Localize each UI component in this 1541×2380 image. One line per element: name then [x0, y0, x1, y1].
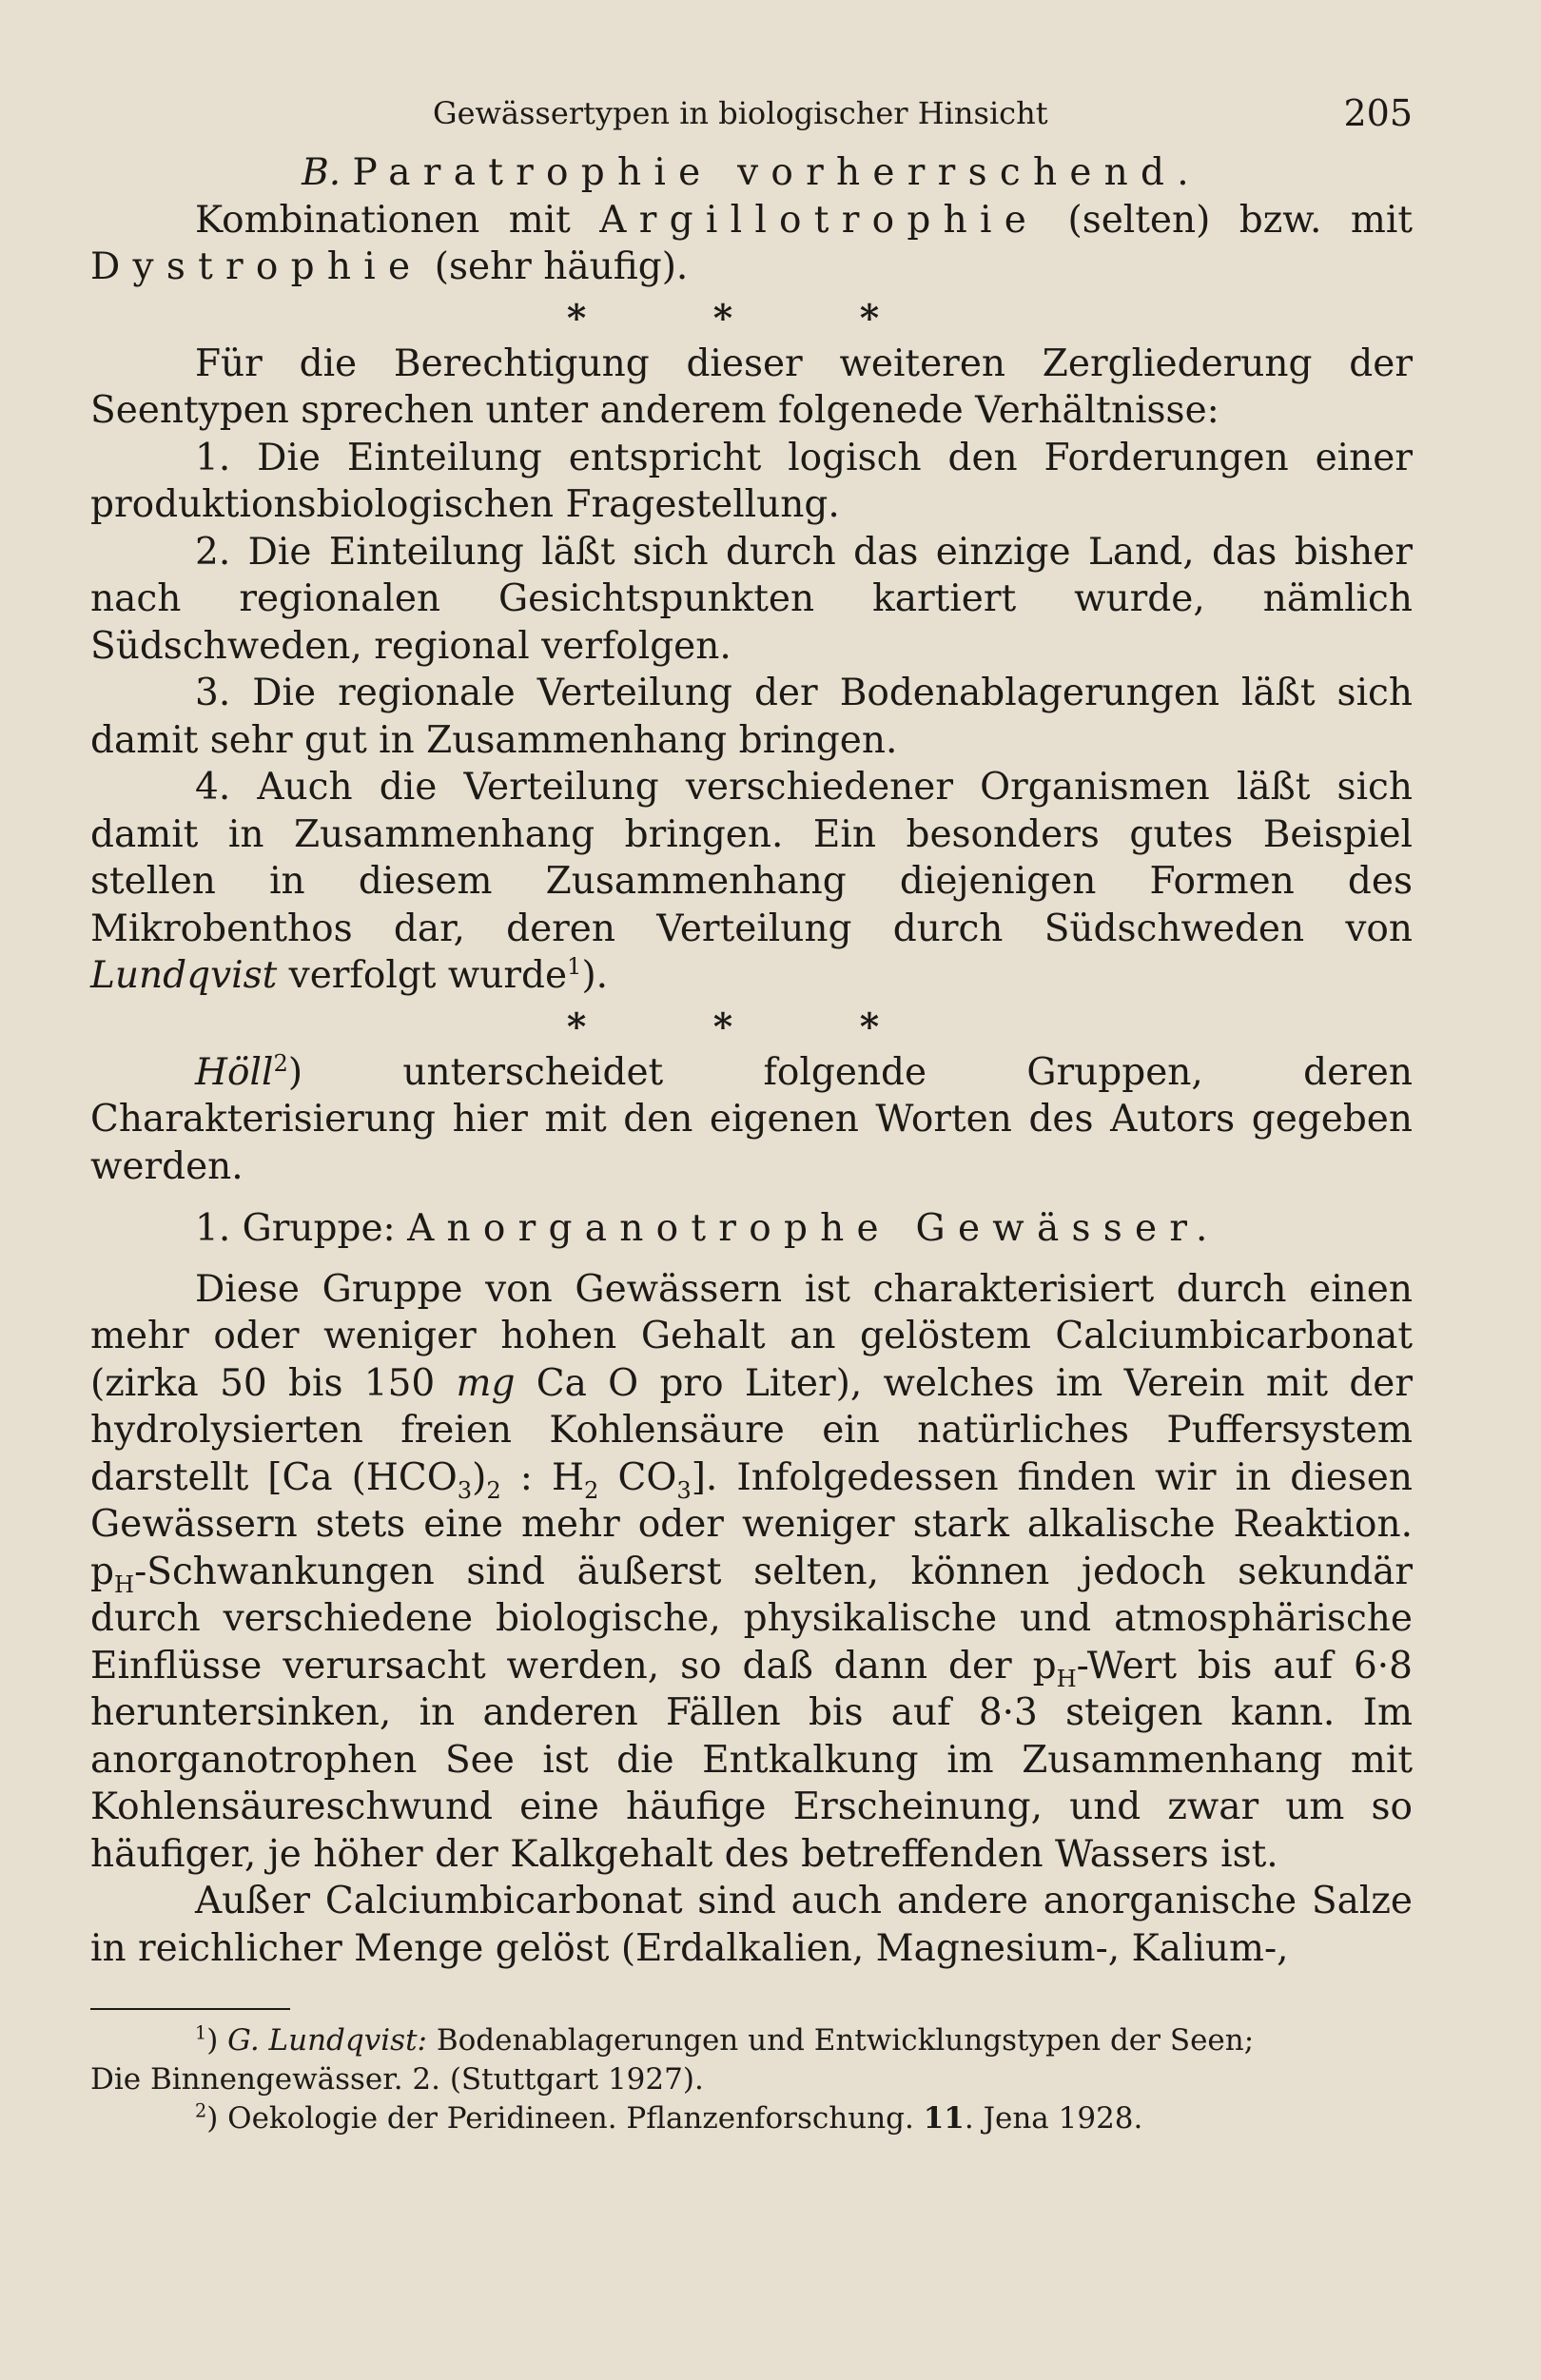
text: verfolgt wurde — [288, 954, 568, 997]
subscript: 3 — [457, 1476, 473, 1504]
subscript: 3 — [676, 1476, 692, 1504]
section-title: Paratrophie vorherrschend. — [352, 151, 1201, 194]
volume-number: 11 — [923, 2101, 965, 2136]
text: ) — [472, 1455, 487, 1499]
running-title: Gewässertypen in biologischer Hinsicht — [433, 95, 1048, 131]
section-b-combinations — [90, 197, 1413, 291]
author-name: G. Lundqvist: — [227, 2023, 427, 2058]
footnote-mark: 1 — [195, 2021, 207, 2044]
footnote-ref: 1 — [567, 953, 582, 980]
author-name: Höll — [195, 1050, 274, 1094]
text: : H — [500, 1455, 585, 1499]
section-b-heading — [90, 149, 1413, 197]
text: Ca O pro Liter), welches im Verein mit der hydrolysierten freien Kohlensäure ein natürliches Puffersystem darstellt [Ca (HCO — [90, 1361, 1414, 1499]
book-page — [90, 90, 1413, 2307]
text: Bodenablagerungen und Entwicklungstypen der Seen; — [426, 2023, 1255, 2058]
text: CO — [598, 1455, 677, 1499]
section-letter: B. — [302, 151, 341, 194]
hoell-paragraph — [90, 1049, 1413, 1191]
author-name: Lundqvist — [90, 954, 278, 997]
group1-paragraph — [90, 1266, 1413, 1879]
text: ]. Infolgedessen finden wir in diesen Gewässern stets eine mehr oder weniger stark alkalische Reaktion. p — [90, 1455, 1413, 1593]
text: Kombinationen mit — [195, 198, 600, 242]
text: (sehr häufig). — [422, 245, 689, 288]
text: ) unterscheidet folgende Gruppen, deren Charakterisierung hier mit den eigenen Worten des Autors gegeben werden. — [90, 1050, 1413, 1188]
list-item-4 — [90, 764, 1413, 1000]
list-item-1: 1. Die Einteilung entspricht logisch den Forderungen einer produktionsbiologischen Fragestellung. — [90, 436, 1413, 526]
group1-paragraph-2: Außer Calciumbicarbonat sind auch andere anorganische Salze in reichlicher Menge gelöst (Erdalkalien, Magnesium-, Kalium-, — [90, 1880, 1413, 1970]
section-divider-stars: * * * — [566, 296, 937, 341]
subscript: 2 — [486, 1476, 501, 1504]
subscript: H — [1056, 1665, 1077, 1692]
text: ). — [581, 954, 609, 997]
footnote-ref: 2 — [273, 1049, 288, 1077]
term-argillotrophie: Argillotrophie — [599, 198, 1040, 242]
group-heading — [90, 1205, 1413, 1253]
footnote-2 — [90, 2099, 1413, 2138]
text: -Wert bis auf 6·8 heruntersinken, in anderen Fällen bis auf 8·3 steigen kann. Im anorganotrophen See ist die Entkalkung im Zusammenhang mit Kohlensäureschwund eine häufige Erscheinung, und zwar um so häufiger, je höher der Kalkgehalt des betreffenden Wassers ist. — [90, 1644, 1413, 1876]
list-item-2: 2. Die Einteilung läßt sich durch das einzige Land, das bisher nach regionalen Gesichtspunkten kartiert wurde, nämlich Südschweden, regional verfolgen. — [90, 530, 1413, 668]
footnote-1 — [90, 2021, 1413, 2060]
text: -Schwankungen sind äußerst selten, können jedoch sekundär durch verschiedene biologische, physikalische und atmosphärische Einflüsse verursacht werden, so daß dann der p — [90, 1550, 1413, 1687]
unit: mg — [456, 1361, 516, 1405]
footnote-1-continued: Die Binnengewässer. 2. (Stuttgart 1927). — [90, 2062, 704, 2097]
subscript: 2 — [584, 1476, 599, 1504]
footnotes — [90, 2021, 1413, 2138]
running-head — [90, 90, 1413, 147]
section-divider-stars: * * * — [566, 1005, 937, 1049]
subscript: H — [113, 1570, 135, 1598]
footnote-divider — [90, 2008, 290, 2010]
text: . Jena 1928. — [964, 2101, 1143, 2136]
term-dystrophie: Dystrophie — [90, 245, 423, 288]
text: (selten) bzw. mit — [1039, 198, 1413, 242]
intro-paragraph: Für die Berechtigung dieser weiteren Zergliederung der Seentypen sprechen unter anderem folgenede Verhältnisse: — [90, 341, 1413, 432]
footnote-mark: 2 — [195, 2099, 207, 2122]
text: Diese Gruppe von Gewässern ist charakterisiert durch einen mehr oder weniger hohen Gehalt an gelöstem Calciumbicarbonat (zirka 50 bis 150 — [90, 1267, 1413, 1405]
group-title: Anorganotrophe Gewässer. — [407, 1207, 1220, 1250]
page-number: 205 — [1343, 92, 1413, 134]
text: ) Oekologie der Peridineen. Pflanzenforschung. — [206, 2101, 924, 2136]
list-item-3: 3. Die regionale Verteilung der Bodenablagerungen läßt sich damit sehr gut in Zusammenhang bringen. — [90, 672, 1413, 762]
text: 4. Auch die Verteilung verschiedener Organismen läßt sich damit in Zusammenhang bringen. Ein besonders gutes Beispiel stellen in diesem Zusammenhang diejenigen Formen des Mikrobenthos dar, deren Verteilung durch Südschweden von — [90, 766, 1413, 950]
text: ) — [206, 2023, 228, 2058]
group-label: 1. Gruppe: — [195, 1207, 408, 1250]
